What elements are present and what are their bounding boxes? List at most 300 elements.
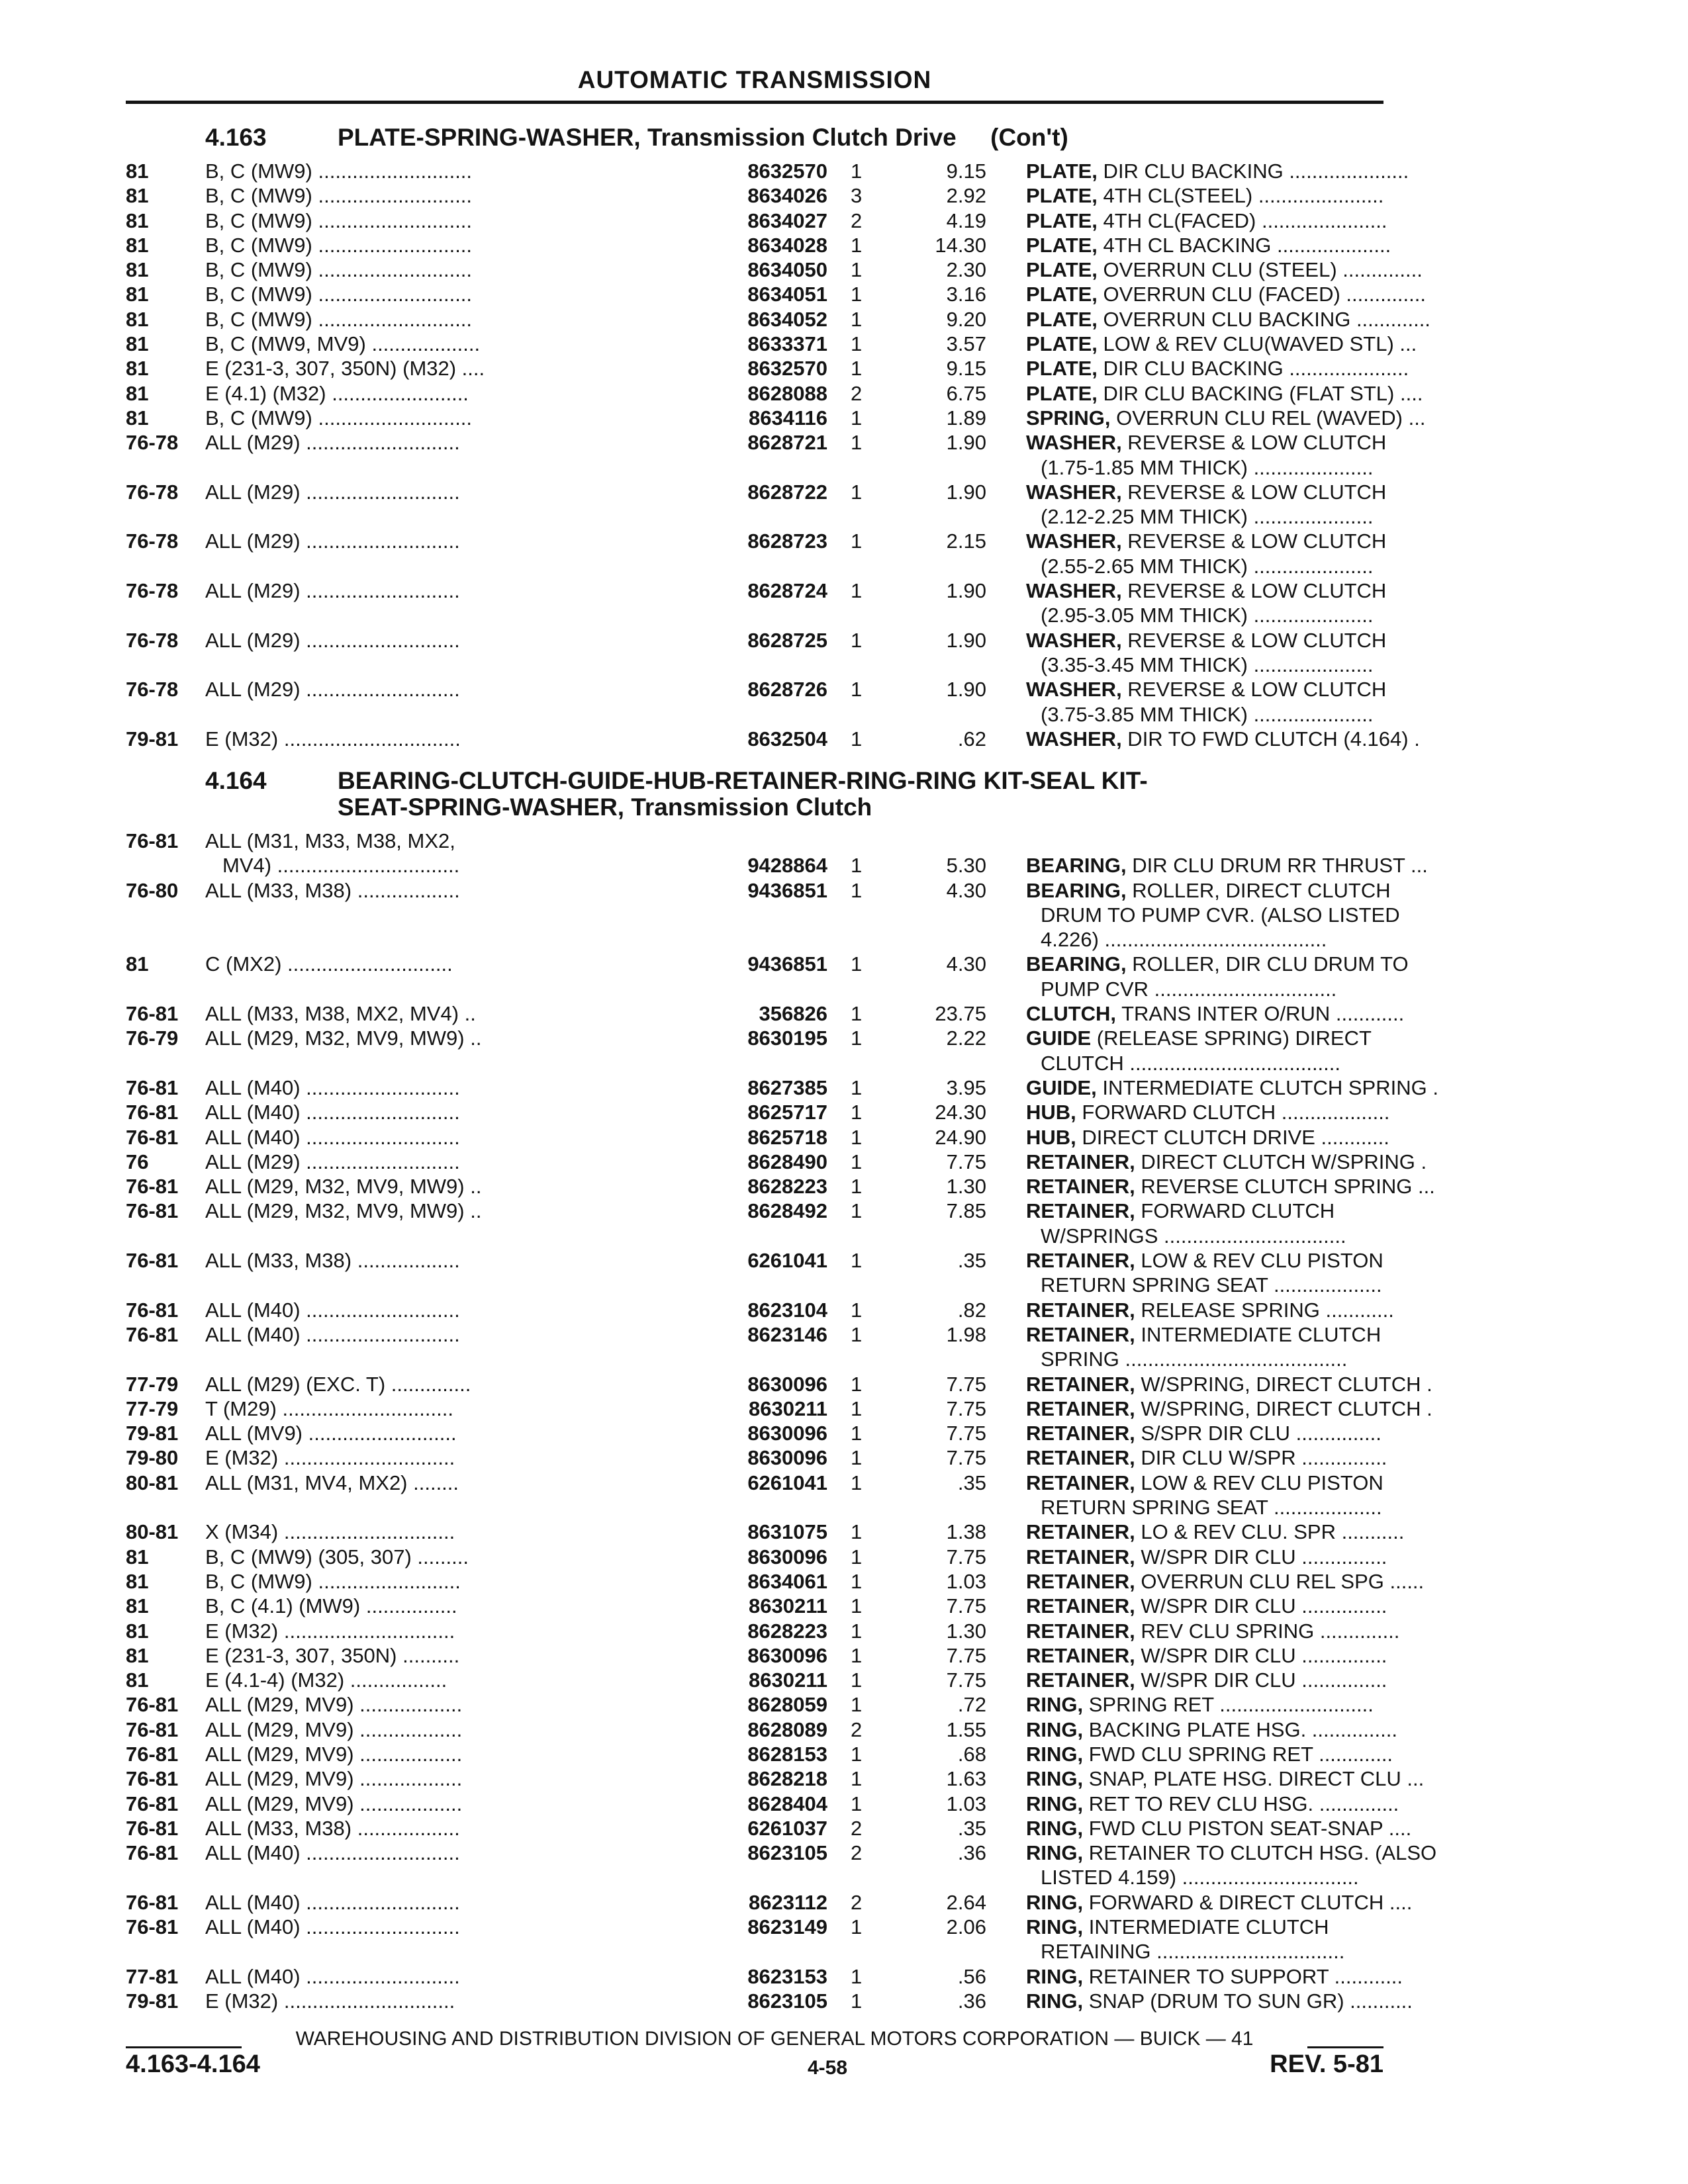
description-text: FORWARD CLUTCH — [1135, 1199, 1335, 1223]
part-number-cell: 356826 — [759, 1002, 827, 1026]
part-number-cell: 8628726 — [747, 678, 827, 702]
year-cell: 81 — [126, 283, 149, 306]
row-line — [126, 727, 1420, 751]
price-cell: 24.90 — [935, 1125, 986, 1149]
table-row — [126, 1001, 1405, 1026]
price-cell: .35 — [957, 1471, 986, 1494]
description-keyword: PLATE, — [1026, 381, 1098, 405]
row-line — [126, 1001, 1405, 1026]
price-cell: 1.90 — [946, 480, 986, 504]
row-line — [126, 1545, 1387, 1569]
table-row — [126, 1322, 1383, 1372]
part-number-cell: 8623149 — [747, 1915, 827, 1939]
price-cell: 7.75 — [946, 1594, 986, 1618]
description-keyword: GUIDE, — [1026, 1075, 1097, 1099]
section-title: PLATE-SPRING-WASHER, Transmission Clutch Drive (Con't) — [338, 124, 1068, 151]
part-number-cell: 8630096 — [747, 1422, 827, 1445]
part-number-cell: 8630096 — [747, 1372, 827, 1396]
year-cell: 80-81 — [126, 1471, 179, 1494]
description-text: 4TH CL(STEEL) ...................... — [1097, 184, 1384, 208]
description-text: W/SPR DIR CLU ............... — [1135, 1594, 1387, 1618]
price-cell: 7.75 — [946, 1372, 986, 1396]
description-cell — [1026, 702, 1530, 727]
year-cell: 81 — [126, 406, 149, 430]
description-keyword: RETAINER, — [1026, 1569, 1135, 1593]
quantity-cell: 1 — [851, 1396, 863, 1420]
quantity-cell: 1 — [851, 307, 863, 331]
model-cell: ALL (M31, MV4, MX2) ........ — [205, 1471, 459, 1494]
description-keyword: PLATE, — [1026, 233, 1098, 257]
year-cell: 76-81 — [126, 1767, 179, 1791]
quantity-cell: 1 — [851, 878, 863, 902]
description-text: (2.95-3.05 MM THICK) ..................... — [1041, 604, 1374, 627]
price-cell: 4.19 — [946, 208, 986, 232]
description-cell — [1026, 480, 1516, 504]
quantity-cell: 1 — [851, 628, 863, 652]
description-keyword: PLATE, — [1026, 258, 1098, 282]
table-row — [126, 430, 1387, 480]
model-cell: B, C (MW9) ........................... — [205, 283, 473, 306]
description-cell — [1026, 332, 1516, 356]
description-cell — [1026, 430, 1516, 455]
description-cell — [1026, 1051, 1530, 1075]
quantity-cell: 1 — [851, 283, 863, 306]
row-line — [126, 1125, 1389, 1150]
description-cell — [1026, 1372, 1516, 1396]
model-cell: ALL (M31, M33, M38, MX2, — [205, 829, 455, 852]
year-cell: 76-81 — [126, 1249, 179, 1273]
price-cell: 1.03 — [946, 1569, 986, 1593]
quantity-cell: 1 — [851, 1792, 863, 1815]
price-cell: 7.75 — [946, 1150, 986, 1173]
description-cell — [1026, 977, 1530, 1001]
description-keyword: RETAINER, — [1026, 1446, 1135, 1470]
description-text: (RELEASE SPRING) DIRECT — [1091, 1026, 1372, 1050]
row-line — [126, 480, 1387, 504]
row-line — [126, 702, 1383, 727]
quantity-cell: 2 — [851, 1890, 863, 1914]
description-text: REVERSE & LOW CLUTCH — [1121, 529, 1387, 553]
price-cell: .36 — [957, 1841, 986, 1865]
part-number-cell: 8628490 — [747, 1150, 827, 1173]
description-cell — [1026, 282, 1516, 306]
model-cell: ALL (M29) ........................... — [205, 579, 460, 603]
table-row — [126, 257, 1423, 282]
description-text: DIR CLU BACKING ..................... — [1097, 357, 1409, 381]
year-cell: 76-78 — [126, 579, 179, 603]
description-cell — [1026, 1026, 1516, 1050]
description-text: LISTED 4.159) ............................... — [1041, 1866, 1359, 1889]
year-cell: 76-81 — [126, 829, 179, 852]
row-line — [126, 1322, 1383, 1347]
description-cell — [1026, 1471, 1516, 1495]
row-line — [126, 554, 1383, 578]
description-text: RET TO REV CLU HSG. .............. — [1083, 1792, 1399, 1815]
price-cell: 1.30 — [946, 1175, 986, 1199]
row-line — [126, 529, 1387, 553]
table-row — [126, 406, 1426, 430]
quantity-cell: 1 — [851, 529, 863, 553]
year-cell: 81 — [126, 1668, 149, 1692]
quantity-cell: 1 — [851, 579, 863, 603]
year-cell: 76-79 — [126, 1026, 179, 1050]
description-text: DRUM TO PUMP CVR. (ALSO LISTED — [1041, 903, 1400, 927]
model-cell: ALL (M29) (EXC. T) .............. — [205, 1372, 471, 1396]
description-cell — [1026, 1619, 1516, 1643]
part-number-cell: 8623153 — [747, 1964, 827, 1988]
description-keyword: RETAINER, — [1026, 1643, 1135, 1667]
price-cell: 1.63 — [946, 1767, 986, 1791]
description-text: SPRING RET ........................... — [1083, 1693, 1374, 1717]
price-cell: 2.92 — [946, 184, 986, 208]
description-text: LOW & REV CLU PISTON — [1135, 1249, 1383, 1273]
description-keyword: RING, — [1026, 1767, 1084, 1791]
price-cell: .62 — [957, 727, 986, 751]
year-cell: 81 — [126, 1643, 149, 1667]
table-row — [126, 1199, 1383, 1248]
table-row — [126, 307, 1430, 332]
year-cell: 79-81 — [126, 1989, 179, 2013]
model-cell: B, C (MW9) ........................... — [205, 307, 473, 331]
description-keyword: WASHER, — [1026, 480, 1122, 504]
description-keyword: RETAINER, — [1026, 1298, 1135, 1322]
year-cell: 76-80 — [126, 878, 179, 902]
model-cell: E (M32) ............................... — [205, 727, 461, 751]
description-text: W/SPR DIR CLU ............... — [1135, 1643, 1387, 1667]
model-cell: E (231-3, 307, 350N) (M32) .... — [205, 357, 485, 381]
model-cell: ALL (M29) ........................... — [205, 529, 460, 553]
row-line — [126, 183, 1383, 208]
description-keyword: PLATE, — [1026, 332, 1098, 356]
description-cell — [1026, 1224, 1530, 1248]
row-line — [126, 1964, 1403, 1989]
table-row — [126, 1248, 1383, 1298]
part-number-cell: 8623104 — [747, 1298, 827, 1322]
description-keyword: WASHER, — [1026, 628, 1122, 652]
footer-rule-left — [126, 2046, 242, 2048]
row-line — [126, 406, 1426, 430]
part-number-cell: 8630096 — [747, 1446, 827, 1470]
description-cell — [1026, 1199, 1516, 1223]
year-cell: 81 — [126, 208, 149, 232]
description-text: REVERSE & LOW CLUTCH — [1121, 579, 1387, 603]
price-cell: 7.75 — [946, 1545, 986, 1569]
table-row — [126, 578, 1387, 628]
row-line — [126, 1396, 1432, 1421]
description-cell — [1026, 1248, 1516, 1273]
description-keyword: PLATE, — [1026, 283, 1098, 306]
model-cell: ALL (M29, M32, MV9, MW9) .. — [205, 1026, 482, 1050]
description-keyword: WASHER, — [1026, 529, 1122, 553]
row-line — [126, 628, 1387, 653]
description-text: 4.226) ....................................... — [1041, 928, 1327, 952]
year-cell: 76-78 — [126, 628, 179, 652]
quantity-cell: 1 — [851, 1915, 863, 1939]
table-row — [126, 208, 1387, 233]
description-cell — [1026, 603, 1530, 627]
description-text: (2.55-2.65 MM THICK) ..................... — [1041, 554, 1374, 578]
description-cell — [1026, 1594, 1516, 1618]
model-cell: B, C (MW9) ........................... — [205, 233, 473, 257]
quantity-cell: 1 — [851, 1249, 863, 1273]
model-cell: ALL (M40) ........................... — [205, 1964, 460, 1988]
part-number-cell: 8628721 — [747, 431, 827, 455]
year-cell: 76-81 — [126, 1075, 179, 1099]
description-keyword: RETAINER, — [1026, 1520, 1135, 1544]
description-cell — [1026, 653, 1530, 677]
description-text: DIR CLU DRUM RR THRUST ... — [1126, 854, 1428, 878]
year-cell: 79-80 — [126, 1446, 179, 1470]
price-cell: 2.06 — [946, 1915, 986, 1939]
table-row — [126, 529, 1387, 578]
year-cell: 81 — [126, 159, 149, 183]
description-cell — [1026, 1792, 1516, 1816]
description-keyword: RING, — [1026, 1717, 1084, 1741]
table-row — [126, 727, 1420, 751]
quantity-cell: 1 — [851, 357, 863, 381]
description-cell — [1026, 952, 1516, 976]
description-keyword: WASHER, — [1026, 678, 1122, 702]
description-text: INTERMEDIATE CLUTCH — [1135, 1322, 1382, 1346]
table-row — [126, 1125, 1389, 1150]
parts-list-4-164 — [126, 829, 1438, 2013]
description-text: FORWARD & DIRECT CLUTCH .... — [1083, 1890, 1413, 1914]
row-line — [126, 927, 1383, 952]
model-cell: ALL (M40) ........................... — [205, 1915, 460, 1939]
description-text: FWD CLU PISTON SEAT-SNAP .... — [1083, 1816, 1412, 1840]
part-number-cell: 8628723 — [747, 529, 827, 553]
price-cell: 7.75 — [946, 1668, 986, 1692]
row-line — [126, 1421, 1383, 1445]
table-row — [126, 628, 1387, 678]
description-cell — [1026, 1001, 1516, 1026]
quantity-cell: 1 — [851, 1002, 863, 1026]
price-cell: 23.75 — [935, 1002, 986, 1026]
model-cell: ALL (M29) ........................... — [205, 678, 460, 702]
part-number-cell: 8628223 — [747, 1619, 827, 1643]
description-cell — [1026, 1396, 1516, 1421]
price-cell: 7.75 — [946, 1643, 986, 1667]
description-text: W/SPR DIR CLU ............... — [1135, 1545, 1387, 1569]
table-row — [126, 1075, 1438, 1100]
price-cell: 1.90 — [946, 678, 986, 702]
year-cell: 76-78 — [126, 529, 179, 553]
year-cell: 76-78 — [126, 480, 179, 504]
description-cell — [1026, 159, 1516, 183]
footer-rule-right — [1307, 2046, 1383, 2048]
description-keyword: RETAINER, — [1026, 1249, 1135, 1273]
description-keyword: RING, — [1026, 1792, 1084, 1815]
row-line — [126, 1174, 1435, 1199]
price-cell: 1.90 — [946, 579, 986, 603]
model-cell: B, C (MW9) ........................... — [205, 406, 473, 430]
year-cell: 81 — [126, 952, 149, 976]
description-cell — [1026, 878, 1516, 903]
row-line — [126, 307, 1430, 332]
row-line — [126, 1495, 1383, 1520]
row-line — [126, 1939, 1383, 1964]
part-number-cell: 8628153 — [747, 1742, 827, 1766]
description-keyword: HUB, — [1026, 1125, 1076, 1149]
description-text: CLUTCH ..................................... — [1041, 1051, 1341, 1075]
row-line — [126, 159, 1409, 183]
description-cell — [1026, 1174, 1516, 1199]
quantity-cell: 1 — [851, 1322, 863, 1346]
part-number-cell: 8623146 — [747, 1322, 827, 1346]
model-cell: X (M34) .............................. — [205, 1520, 455, 1544]
description-cell — [1026, 578, 1516, 603]
description-keyword: RETAINER, — [1026, 1471, 1135, 1494]
row-line — [126, 1569, 1425, 1594]
section-number: 4.163 — [205, 124, 267, 151]
table-row — [126, 1569, 1425, 1594]
part-number-cell: 8625718 — [747, 1125, 827, 1149]
description-text: (3.75-3.85 MM THICK) ..................... — [1041, 702, 1374, 726]
table-row — [126, 1421, 1383, 1445]
table-row — [126, 1471, 1383, 1520]
description-cell — [1026, 1989, 1516, 2013]
quantity-cell: 1 — [851, 1446, 863, 1470]
model-cell: ALL (M29) ........................... — [205, 628, 460, 652]
model-cell: E (4.1) (M32) ........................ — [205, 381, 469, 405]
table-row — [126, 1445, 1387, 1470]
year-cell: 81 — [126, 357, 149, 381]
table-row — [126, 1816, 1412, 1841]
price-cell: 1.55 — [946, 1717, 986, 1741]
table-row — [126, 1396, 1432, 1421]
part-number-cell: 8634027 — [747, 208, 827, 232]
model-cell: B, C (MW9, MV9) ................... — [205, 332, 481, 356]
model-cell: B, C (MW9) (305, 307) ......... — [205, 1545, 469, 1569]
description-cell — [1026, 1545, 1516, 1569]
description-cell — [1026, 233, 1516, 257]
part-number-cell: 8628059 — [747, 1693, 827, 1717]
part-number-cell: 8623105 — [747, 1841, 827, 1865]
table-row — [126, 381, 1423, 406]
description-text: (1.75-1.85 MM THICK) ..................... — [1041, 455, 1374, 479]
description-text: LO & REV CLU. SPR ........... — [1135, 1520, 1405, 1544]
model-cell: B, C (MW9) ......................... — [205, 1569, 461, 1593]
model-cell: ALL (M29) ........................... — [205, 1150, 460, 1173]
price-cell: 9.15 — [946, 357, 986, 381]
quantity-cell: 1 — [851, 1422, 863, 1445]
description-text: DIR CLU BACKING (FLAT STL) .... — [1097, 381, 1423, 405]
description-cell — [1026, 677, 1516, 702]
description-keyword: PLATE, — [1026, 208, 1098, 232]
description-text: LOW & REV CLU(WAVED STL) ... — [1097, 332, 1417, 356]
model-cell: E (4.1-4) (M32) ................. — [205, 1668, 447, 1692]
table-row — [126, 1100, 1390, 1124]
year-cell: 76-78 — [126, 678, 179, 702]
quantity-cell: 1 — [851, 233, 863, 257]
row-line — [126, 977, 1383, 1001]
price-cell: .68 — [957, 1742, 986, 1766]
price-cell: 14.30 — [935, 233, 986, 257]
description-cell — [1026, 1520, 1516, 1544]
description-cell — [1026, 356, 1516, 381]
row-line — [126, 1026, 1383, 1050]
description-text: W/SPRING, DIRECT CLUTCH . — [1135, 1396, 1432, 1420]
row-line — [126, 1471, 1383, 1495]
table-row — [126, 1619, 1400, 1643]
description-text: RETURN SPRING SEAT ................... — [1041, 1496, 1382, 1520]
table-row — [126, 1594, 1387, 1618]
part-number-cell: 8632570 — [747, 159, 827, 183]
row-line — [126, 1742, 1393, 1766]
table-row — [126, 952, 1409, 1001]
description-keyword: CLUTCH, — [1026, 1002, 1117, 1026]
price-cell: 1.30 — [946, 1619, 986, 1643]
description-keyword: RETAINER, — [1026, 1422, 1135, 1445]
year-cell: 76-81 — [126, 1693, 179, 1717]
section-title-line-1: BEARING-CLUTCH-GUIDE-HUB-RETAINER-RING-RING KIT-SEAL KIT- — [338, 767, 1148, 794]
description-text: 4TH CL(FACED) ...................... — [1097, 208, 1387, 232]
row-line — [126, 1619, 1400, 1643]
description-keyword: RETAINER, — [1026, 1372, 1135, 1396]
part-number-cell: 8634116 — [749, 406, 827, 430]
description-text: REV CLU SPRING .............. — [1135, 1619, 1400, 1643]
year-cell: 77-79 — [126, 1396, 179, 1420]
description-keyword: RETAINER, — [1026, 1594, 1135, 1618]
year-cell: 76-81 — [126, 1841, 179, 1865]
description-cell — [1026, 1717, 1516, 1742]
row-line — [126, 1224, 1383, 1248]
description-cell — [1026, 727, 1516, 751]
description-keyword: PLATE, — [1026, 307, 1098, 331]
table-row — [126, 677, 1387, 727]
model-cell: ALL (M29) ........................... — [205, 431, 460, 455]
table-row — [126, 1643, 1387, 1668]
description-text: RETAINING ................................. — [1041, 1940, 1345, 1964]
model-cell: ALL (M29, MV9) .................. — [205, 1717, 463, 1741]
quantity-cell: 1 — [851, 952, 863, 976]
description-cell — [1026, 183, 1516, 208]
description-text: RELEASE SPRING ............ — [1135, 1298, 1394, 1322]
description-text: DIR CLU BACKING ..................... — [1097, 159, 1409, 183]
row-line — [126, 233, 1391, 257]
price-cell: 1.38 — [946, 1520, 986, 1544]
quantity-cell: 1 — [851, 1989, 863, 2013]
description-text: LOW & REV CLU PISTON — [1135, 1471, 1383, 1494]
description-keyword: BEARING, — [1026, 854, 1127, 878]
year-cell: 77-79 — [126, 1372, 179, 1396]
description-cell — [1026, 927, 1530, 952]
part-number-cell: 8625717 — [747, 1101, 827, 1124]
description-cell — [1026, 1915, 1516, 1939]
part-number-cell: 9436851 — [747, 952, 827, 976]
part-number-cell: 8630195 — [747, 1026, 827, 1050]
price-cell: 7.75 — [946, 1446, 986, 1470]
quantity-cell: 1 — [851, 678, 863, 702]
description-keyword: RING, — [1026, 1915, 1084, 1939]
description-cell — [1026, 1495, 1530, 1520]
quantity-cell: 1 — [851, 854, 863, 878]
description-text: RETAINER TO CLUTCH HSG. (ALSO — [1083, 1841, 1437, 1865]
quantity-cell: 2 — [851, 1816, 863, 1840]
row-line — [126, 1273, 1383, 1297]
table-row — [126, 1766, 1425, 1791]
price-cell: 7.75 — [946, 1422, 986, 1445]
table-row — [126, 878, 1400, 952]
part-number-cell: 8623105 — [747, 1989, 827, 2013]
table-row — [126, 1026, 1383, 1075]
year-cell: 76-81 — [126, 1816, 179, 1840]
description-text: OVERRUN CLU (FACED) .............. — [1097, 283, 1426, 306]
description-text: DIRECT CLUTCH DRIVE ............ — [1076, 1125, 1389, 1149]
model-cell: ALL (M40) ........................... — [205, 1841, 460, 1865]
model-cell: E (M32) .............................. — [205, 1989, 455, 2013]
row-line — [126, 257, 1423, 282]
